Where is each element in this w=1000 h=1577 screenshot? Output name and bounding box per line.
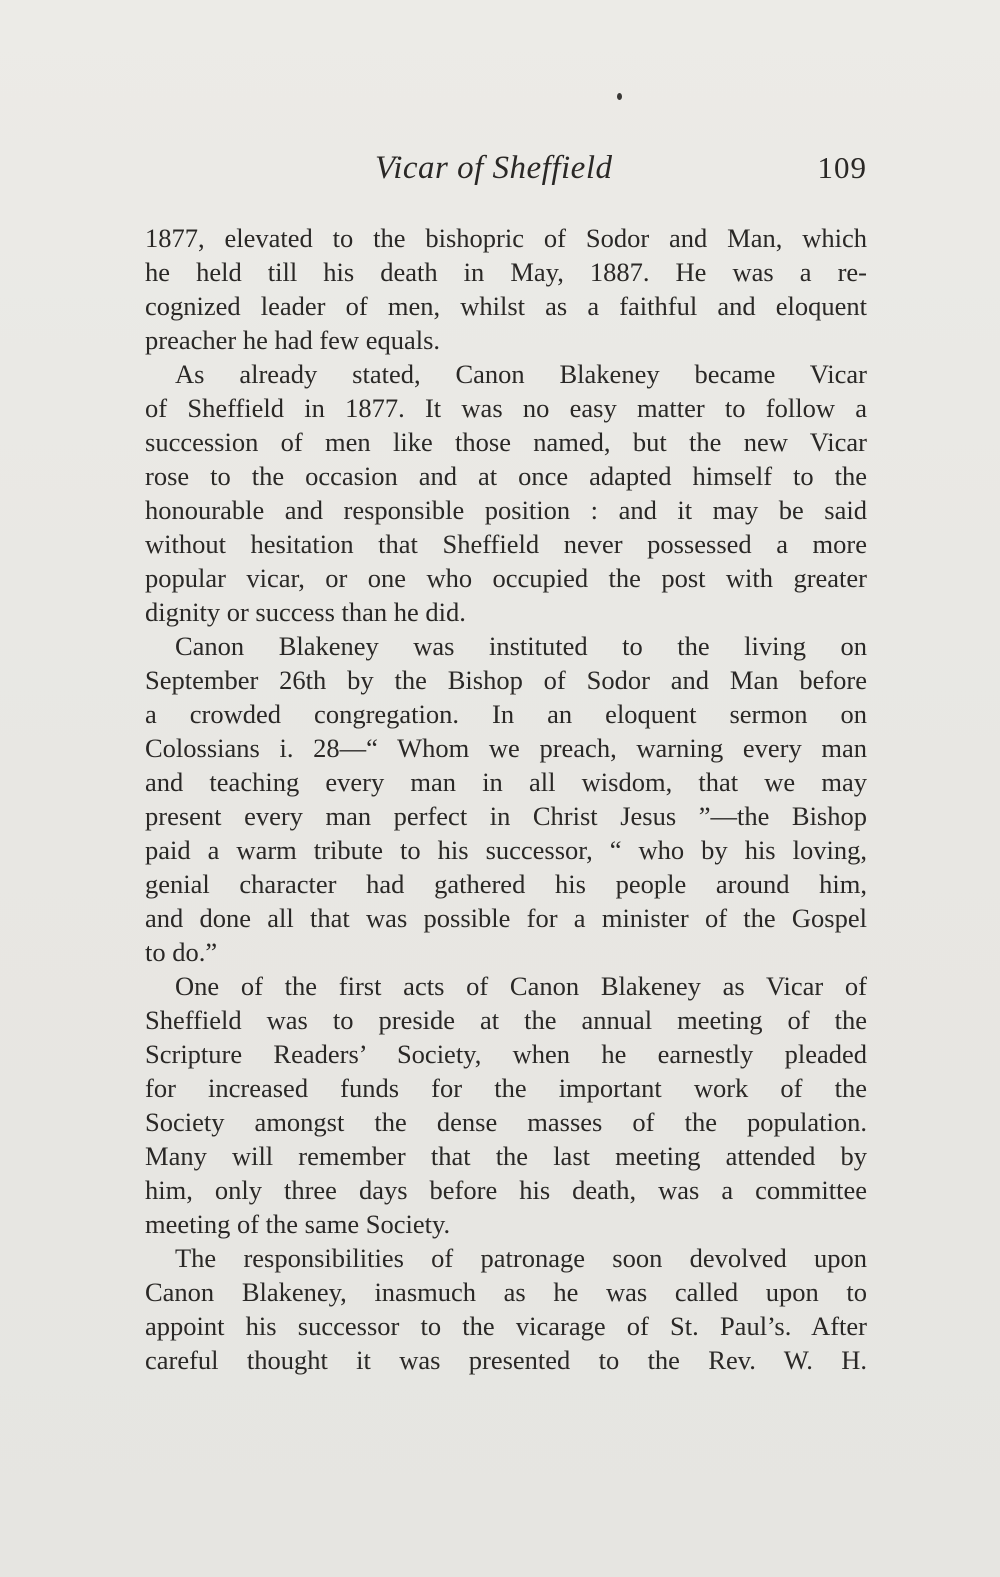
text-line: appoint his successor to the vicarage of St. Paul’s. After: [145, 1311, 867, 1341]
text-line: Canon Blakeney, inasmuch as he was called upon to: [145, 1277, 867, 1307]
text-line: present every man perfect in Christ Jesus ”—the Bishop: [145, 801, 867, 831]
text-line: Society amongst the dense masses of the population.: [145, 1107, 867, 1137]
text-line: cognized leader of men, whilst as a faithful and eloquent: [145, 291, 867, 321]
text-line: paid a warm tribute to his successor, “ who by his loving,: [145, 835, 867, 865]
ink-speck: [617, 93, 622, 100]
text-line: Sheffield was to preside at the annual meeting of the: [145, 1005, 867, 1035]
page-number: 109: [817, 150, 867, 185]
text-line: rose to the occasion and at once adapted himself to the: [145, 461, 867, 491]
text-line: honourable and responsible position : and it may be said: [145, 495, 867, 525]
text-line: preacher he had few equals.: [145, 325, 441, 355]
text-line: without hesitation that Sheffield never possessed a more: [145, 529, 867, 559]
running-title: Vicar of Sheffield: [375, 150, 613, 186]
text-line: One of the first acts of Canon Blakeney as Vicar of: [175, 971, 867, 1001]
text-line: Colossians i. 28—“ Whom we preach, warning every man: [145, 733, 867, 763]
text-line: 1877, elevated to the bishopric of Sodor and Man, which: [145, 223, 867, 253]
text-line: and done all that was possible for a minister of the Gospel: [145, 903, 867, 933]
text-line: Many will remember that the last meeting attended by: [145, 1141, 867, 1171]
text-line: of Sheffield in 1877. It was no easy matter to follow a: [145, 393, 867, 423]
text-line: genial character had gathered his people around him,: [145, 869, 867, 899]
text-line: meeting of the same Society.: [145, 1209, 451, 1239]
text-line: and teaching every man in all wisdom, that we may: [145, 767, 867, 797]
text-line: Scripture Readers’ Society, when he earnestly pleaded: [145, 1039, 867, 1069]
text-line: for increased funds for the important work of the: [145, 1073, 867, 1103]
running-head: [145, 150, 867, 194]
text-line: careful thought it was presented to the Rev. W. H.: [145, 1345, 867, 1375]
text-line: popular vicar, or one who occupied the post with greater: [145, 563, 867, 593]
text-line: him, only three days before his death, was a committee: [145, 1175, 867, 1205]
text-line: September 26th by the Bishop of Sodor and Man before: [145, 665, 867, 695]
text-line: to do.”: [145, 937, 218, 967]
text-line: As already stated, Canon Blakeney became Vicar: [175, 359, 867, 389]
text-line: dignity or success than he did.: [145, 597, 466, 627]
text-line: The responsibilities of patronage soon devolved upon: [175, 1243, 867, 1273]
text-line: a crowded congregation. In an eloquent sermon on: [145, 699, 867, 729]
text-line: succession of men like those named, but the new Vicar: [145, 427, 867, 457]
body-text: [145, 221, 867, 1377]
text-line: Canon Blakeney was instituted to the living on: [175, 631, 867, 661]
text-line: he held till his death in May, 1887. He was a re-: [145, 257, 867, 287]
